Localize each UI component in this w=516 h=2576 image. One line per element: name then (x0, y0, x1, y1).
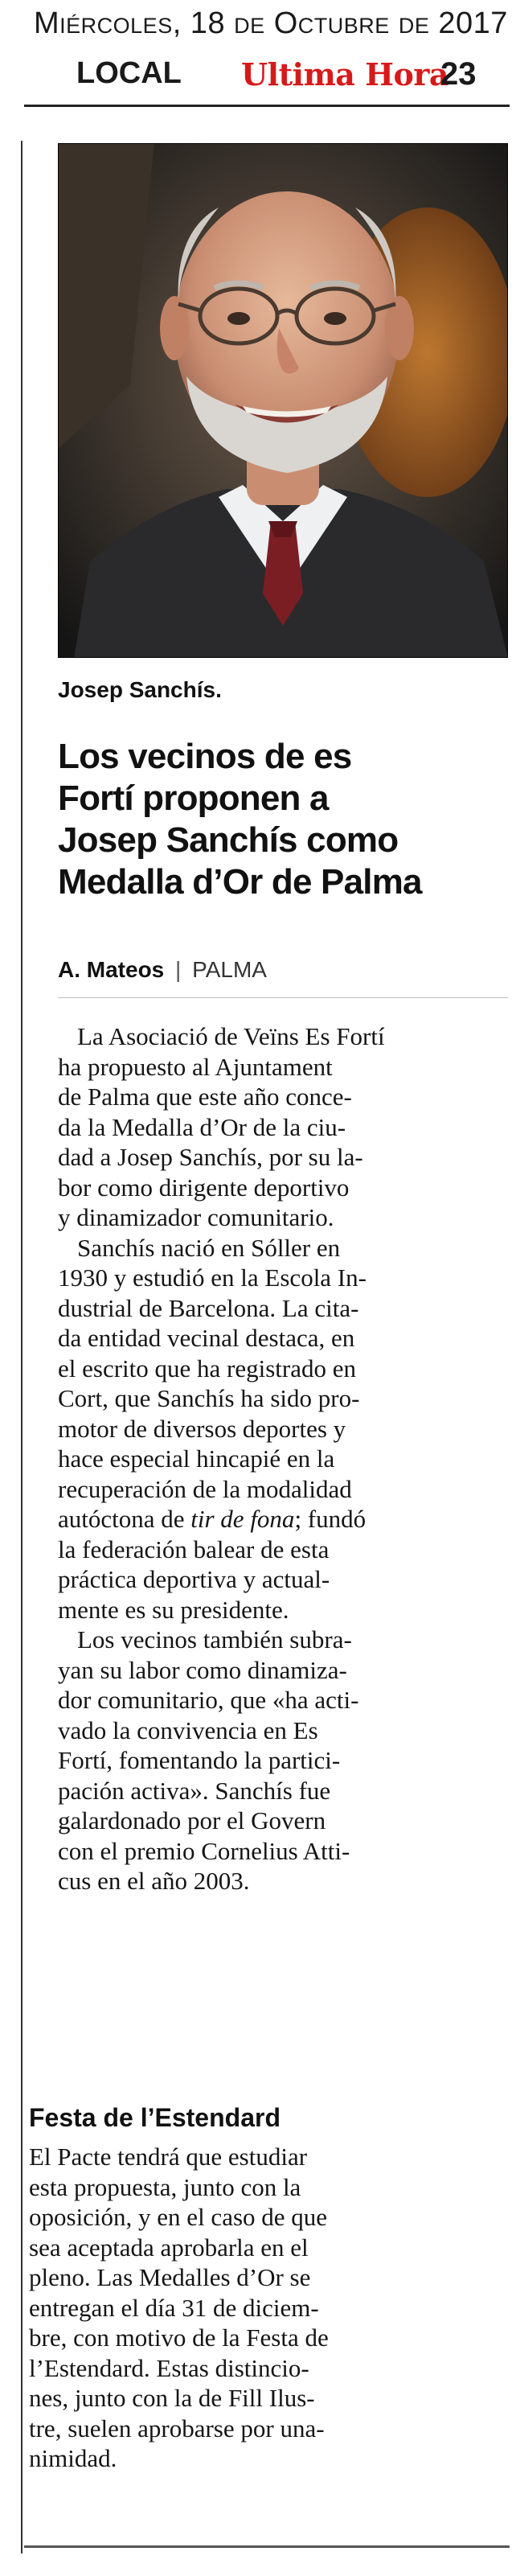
body-line: dor comunitario, que «ha acti- (58, 1686, 359, 1714)
body-line: yan su labor como dinamiza- (58, 1655, 347, 1684)
newspaper-logo: Ultima Hora (241, 56, 449, 92)
issue-date: Miércoles, 18 de Octubre de 2017 (34, 6, 508, 40)
body-line: sea aceptada aprobarla en el (29, 2233, 309, 2262)
body-line: dad a Josep Sanchís, por su la- (58, 1143, 363, 1171)
body-line: entregan el día 31 de diciem- (29, 2293, 319, 2322)
dateline-location: PALMA (192, 957, 267, 982)
column-border (21, 141, 23, 2553)
body-line: mente es su presidente. (58, 1595, 289, 1624)
article-body-continued (29, 2142, 508, 2474)
body-line: galardonado por el Govern (58, 1806, 326, 1834)
body-line: Fortí, fomentando la partici- (58, 1746, 341, 1774)
body-line: bor como dirigente deportivo (58, 1173, 350, 1202)
headline-line: Los vecinos de es (58, 737, 352, 776)
headline-line: Fortí proponen a (58, 779, 329, 818)
page-number: 23 (440, 56, 477, 92)
byline-divider (58, 997, 508, 998)
byline (58, 957, 508, 983)
header-divider (24, 105, 510, 107)
footer-divider (24, 2545, 510, 2548)
body-line: da la Medalla d’Or de la ciu- (58, 1112, 346, 1141)
body-line: tre, suelen aprobarse por una- (29, 2414, 325, 2442)
body-line: nes, junto con la de Fill Ilus- (29, 2384, 315, 2412)
body-line: esta propuesta, junto con la (29, 2172, 301, 2201)
portrait-photo (58, 143, 508, 658)
body-line: la federación balear de esta (58, 1535, 330, 1563)
article-subhead: Festa de l’Estendard (29, 2103, 281, 2132)
headline-line: Josep Sanchís como (58, 820, 399, 860)
photo-caption: Josep Sanchís. (58, 677, 222, 702)
body-line: Los vecinos también subra- (77, 1625, 352, 1654)
author-name: A. Mateos (58, 957, 165, 982)
body-line: bre, con motivo de la Festa de (29, 2323, 329, 2352)
body-line: dustrial de Barcelona. La cita- (58, 1293, 359, 1322)
body-line: nimidad. (29, 2444, 117, 2472)
body-line: pación activa». Sanchís fue (58, 1776, 331, 1805)
body-line: vado la convivencia en Es (58, 1715, 318, 1744)
body-line: y dinamizador comunitario. (58, 1203, 334, 1231)
body-line: 1930 y estudió en la Escola In- (58, 1263, 367, 1292)
italic-term: tir de fona (190, 1505, 295, 1533)
body-line: da entidad vecinal destaca, en (58, 1324, 355, 1352)
body-line: pleno. Las Medalles d’Or se (29, 2263, 311, 2291)
byline-separator: | (175, 957, 182, 982)
body-line: Sanchís nació en Sóller en (77, 1233, 341, 1262)
article-headline (58, 736, 508, 903)
body-line: con el premio Cornelius Atti- (58, 1836, 350, 1865)
body-line: motor de diversos deportes y (58, 1414, 346, 1443)
article-body (58, 1021, 508, 1896)
body-line: cus en el año 2003. (58, 1867, 250, 1895)
body-line: el escrito que ha registrado en (58, 1354, 356, 1382)
body-line: Cort, que Sanchís ha sido pro- (58, 1384, 360, 1412)
body-line: de Palma que este año conce- (58, 1083, 352, 1111)
body-line: práctica deportiva y actual- (58, 1565, 330, 1593)
body-line: La Asociació de Veïns Es Fortí (77, 1022, 385, 1050)
body-line: hace especial hincapié en la (58, 1444, 335, 1473)
body-line: recuperación de la modalidad (58, 1474, 352, 1503)
headline-line: Medalla d’Or de Palma (58, 862, 422, 902)
body-line: l’Estendard. Estas distincio- (29, 2353, 309, 2382)
section-label: LOCAL (76, 56, 182, 90)
body-line: oposición, y en el caso de que (29, 2203, 328, 2231)
body-line: ha propuesto al Ajuntament (58, 1052, 333, 1081)
body-line: autóctona de tir de fona; fundó (58, 1505, 367, 1533)
body-line: El Pacte tendrá que estudiar (29, 2143, 308, 2171)
